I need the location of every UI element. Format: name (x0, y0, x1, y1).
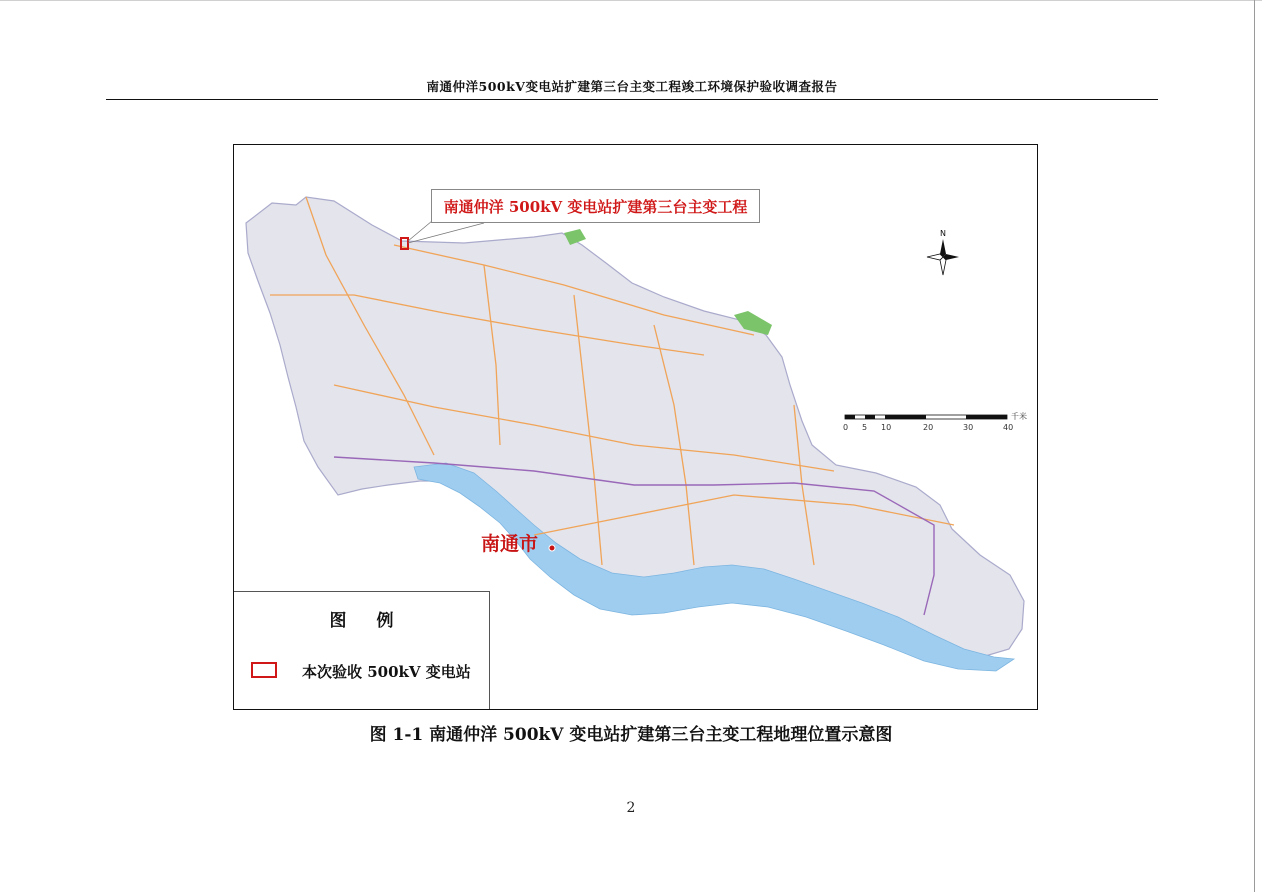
page-number: 2 (626, 800, 636, 816)
scale-tick-label: 0 (843, 423, 849, 432)
north-label: N (940, 229, 946, 238)
figure-caption: 图 1-1 南通仲洋 500kV 变电站扩建第三台主变工程地理位置示意图 (369, 725, 893, 745)
scale-tick-label: 30 (963, 423, 974, 432)
callout-leader (408, 221, 484, 243)
header-rule (106, 99, 1158, 100)
scale-bar (845, 415, 1007, 419)
north-arrow-icon (927, 239, 959, 275)
legend-title: 图例 (329, 611, 424, 631)
legend-swatch (251, 662, 277, 678)
nantong-city-marker (549, 545, 555, 551)
scale-tick-label: 5 (862, 423, 868, 432)
city-label-nantong: 南通市 (481, 533, 539, 555)
running-header: 南通仲洋500kV变电站扩建第三台主变工程竣工环境保护验收调查报告 (426, 79, 838, 94)
scale-tick-label: 20 (923, 423, 934, 432)
location-map (233, 144, 1038, 710)
scale-tick-label: 10 (881, 423, 892, 432)
map-legend (233, 591, 490, 710)
legend-item-label: 本次验收 500kV 变电站 (302, 663, 471, 681)
scale-tick-label: 40 (1003, 423, 1014, 432)
project-callout: 南通仲洋 500kV 变电站扩建第三台主变工程 (431, 189, 760, 223)
page-right-edge (1254, 0, 1255, 892)
page-top-edge (0, 0, 1262, 1)
scale-unit-label: 千米 (1011, 412, 1027, 421)
